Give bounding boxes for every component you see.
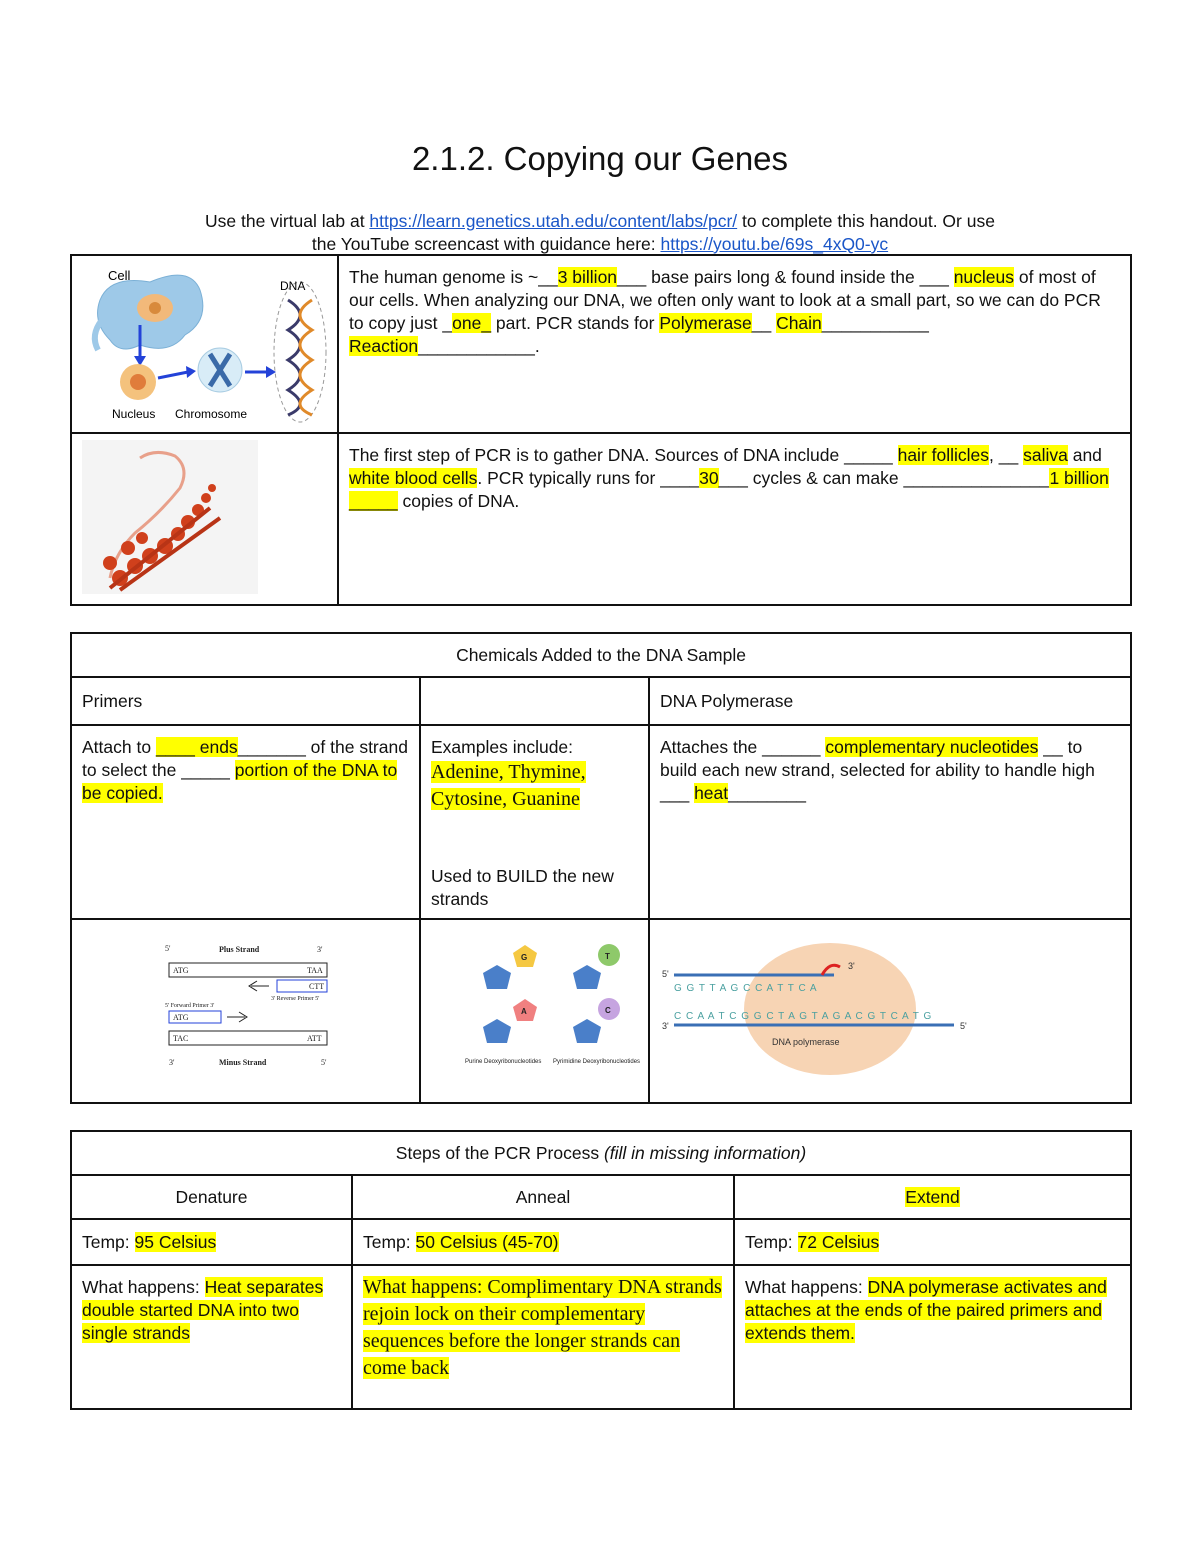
nucleotide-structures-diagram bbox=[425, 925, 645, 1097]
svg-text:5': 5' bbox=[320, 1058, 326, 1067]
nucleus-label: Nucleus bbox=[112, 407, 156, 421]
svg-text:TAC: TAC bbox=[172, 1034, 188, 1043]
extend-temp: Temp: 72 Celsius bbox=[734, 1219, 1131, 1265]
chromosome-label: Chromosome bbox=[175, 407, 248, 421]
nucleotides-figure bbox=[420, 919, 649, 1103]
dna-sources-paragraph: The first step of PCR is to gather DNA. Sources of DNA include _____ hair follicles, __ saliva and white blood cells. PCR typically runs for ____30___ cycles & can make _______________1 billion _____ copies of DNA. bbox=[338, 433, 1131, 605]
denature-temp: Temp: 95 Celsius bbox=[71, 1219, 352, 1265]
svg-text:Purine Deoxyribonucleotides: Purine Deoxyribonucleotides bbox=[465, 1059, 542, 1065]
denature-description: What happens: Heat separates double started DNA into two single strands bbox=[71, 1265, 352, 1409]
dna-strand-image bbox=[80, 438, 330, 598]
polymerase-blob bbox=[744, 943, 916, 1075]
step-extend-title: Extend bbox=[734, 1175, 1131, 1219]
anneal-description: What happens: Complimentary DNA strands rejoin lock on their complementary sequences before the longer strands can come back bbox=[352, 1265, 734, 1409]
svg-text:3': 3' bbox=[662, 1021, 669, 1031]
intro-text: Use the virtual lab at https://learn.genetics.utah.edu/content/labs/pcr/ to complete this handout. Or use the YouTube screencast with guidance here: https://youtu.be/69s_4xQ0-yc bbox=[205, 211, 995, 254]
svg-text:DNA polymerase: DNA polymerase bbox=[772, 1037, 840, 1047]
steps-header: Steps of the PCR Process (fill in missing information) bbox=[71, 1131, 1131, 1175]
svg-text:CTT: CTT bbox=[308, 982, 324, 991]
svg-text:T: T bbox=[605, 952, 610, 961]
svg-text:5': 5' bbox=[662, 969, 669, 979]
svg-text:ATT: ATT bbox=[306, 1034, 322, 1043]
svg-text:3': 3' bbox=[316, 945, 322, 954]
cell-to-dna-diagram bbox=[80, 260, 330, 428]
svg-text:5' Forward Primer 3': 5' Forward Primer 3' bbox=[164, 1003, 214, 1009]
svg-text:Minus Strand: Minus Strand bbox=[218, 1058, 266, 1067]
svg-text:3' Reverse Primer 5': 3' Reverse Primer 5' bbox=[270, 996, 319, 1002]
svg-text:G G T T A G C C A T T C A: G G T T A G C C A T T C A bbox=[674, 983, 818, 994]
nucleotides-description: Examples include: Adenine, Thymine, Cytosine, Guanine Used to BUILD the new strands bbox=[420, 725, 649, 919]
genome-paragraph: The human genome is ~__3 billion___ base pairs long & found inside the ___ nucleus of most of our cells. When analyzing our DNA, we often only want to look at a small part, so we can do PCR to copy just _one_ part. PCR stands for Polymerase__ Chain___________ Reaction____________. bbox=[338, 255, 1131, 433]
svg-text:ATG: ATG bbox=[172, 1013, 189, 1022]
primers-description: Attach to ____ ends_______ of the strand to select the _____ portion of the DNA to be copied. bbox=[71, 725, 420, 919]
extend-description: What happens: DNA polymerase activates and attaches at the ends of the paired primers and extends them. bbox=[734, 1265, 1131, 1409]
dna-label: DNA bbox=[280, 279, 306, 293]
polymerase-description: Attaches the ______ complementary nucleotides __ to build each new strand, selected for ability to handle high ___ heat________ bbox=[649, 725, 1131, 919]
svg-text:C: C bbox=[605, 1006, 611, 1015]
page-title: 2.1.2. Copying our Genes bbox=[411, 140, 789, 177]
svg-text:C C A A T C G G C T A G T A G: C C A A T C G G C T A G T A G A C G T C A T G bbox=[674, 1011, 933, 1022]
dna-helix bbox=[288, 300, 300, 415]
svg-text:5': 5' bbox=[164, 944, 170, 953]
dna-polymerase-diagram bbox=[654, 925, 994, 1097]
anneal-temp: Temp: 50 Celsius (45-70) bbox=[352, 1219, 734, 1265]
primer-binding-diagram bbox=[81, 925, 411, 1097]
pcr-steps-table bbox=[70, 1130, 1132, 1410]
svg-text:ATG: ATG bbox=[172, 966, 189, 975]
cell-label: Cell bbox=[108, 268, 131, 283]
youtube-link[interactable]: https://youtu.be/69s_4xQ0-yc bbox=[660, 234, 889, 254]
chemicals-table bbox=[70, 632, 1132, 1104]
step-denature-title: Denature bbox=[71, 1175, 352, 1219]
step-anneal-title: Anneal bbox=[352, 1175, 734, 1219]
cell-dna-figure bbox=[71, 255, 338, 433]
svg-text:Plus Strand: Plus Strand bbox=[218, 945, 259, 954]
primers-title: Primers bbox=[71, 677, 420, 725]
polymerase-figure bbox=[649, 919, 1131, 1103]
svg-text:A: A bbox=[521, 1007, 527, 1016]
polymerase-title: DNA Polymerase bbox=[649, 677, 1131, 725]
virtual-lab-link[interactable]: https://learn.genetics.utah.edu/content/labs/pcr/ bbox=[369, 211, 738, 231]
nucleotides-title bbox=[420, 677, 649, 725]
intro-table bbox=[70, 254, 1132, 606]
svg-text:G: G bbox=[521, 953, 528, 962]
svg-text:TAA: TAA bbox=[306, 966, 323, 975]
svg-text:3': 3' bbox=[848, 961, 855, 971]
svg-text:3': 3' bbox=[168, 1058, 174, 1067]
chemicals-header: Chemicals Added to the DNA Sample bbox=[71, 633, 1131, 677]
svg-text:Pyrimidine Deoxyribonucleotide: Pyrimidine Deoxyribonucleotides bbox=[553, 1059, 641, 1065]
primers-figure bbox=[71, 919, 420, 1103]
dna-strand-figure bbox=[71, 433, 338, 605]
svg-text:5': 5' bbox=[960, 1021, 967, 1031]
